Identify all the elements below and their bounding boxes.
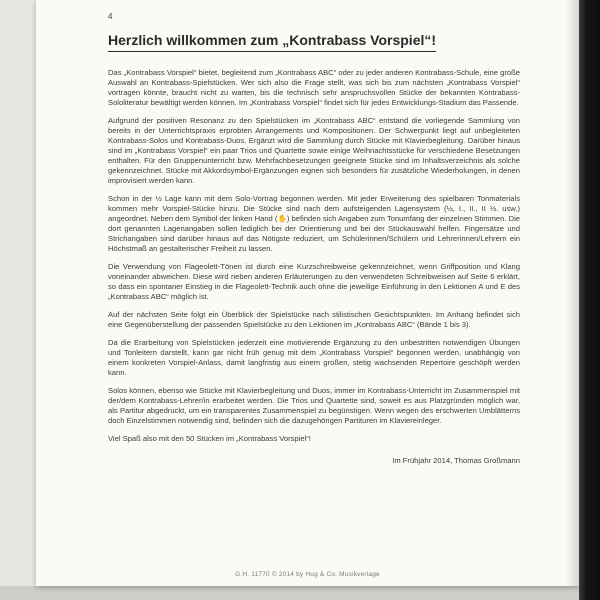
- document-page: [36, 0, 579, 586]
- paragraph: Schon in der ½ Lage kann mit dem Solo-Vortrag begonnen werden. Mit jeder Erweiterung des spielbaren Tonmaterials kommen mehr Vorspiel-Stücke hinzu. Die Stücke sind nach dem aufsteigenden Lagensystem (½, I., II., II ½. usw.) angeordnet. Neben dem Symbol der linken Hand (✋) befinden sich Angaben zum Tonumfang der einzelnen Stimmen. Die dort genannten Lagenangaben sollen lediglich bei der Orientierung und bei der Stückauswahl helfen. Fingersätze und Strichangaben sind darüber hinaus auf das Nötigste reduziert, um Schülerinnen/Schülern und Lehrerinnen/Lehrern ein Höchstmaß an gestalterischer Freiheit zu lassen.: [108, 194, 520, 253]
- page-number: 4: [108, 12, 113, 21]
- paragraph: Viel Spaß also mit den 50 Stücken im „Kontrabass Vorspiel“!: [108, 434, 311, 443]
- paragraph: Auf der nächsten Seite folgt ein Überblick der Spielstücke nach stilistischen Gesichtspunkten. Im Anhang befindet sich eine Gegenüberstellung der passenden Spielstücke zu den Lektionen im „Kontrabass ABC“ (Bände 1 bis 3).: [108, 310, 520, 329]
- page-content: [108, 32, 520, 466]
- paragraph: Aufgrund der positiven Resonanz zu den Spielstücken im „Kontrabass ABC“ entstand die vorliegende Sammlung von bereits in der Unterrichtspraxis erprobten Arrangements und Kompositionen. Der Schwerpunkt liegt auf unbegleiteten Kontrabass-Solos und Kontrabass-Duos. Ergänzt wird die Sammlung durch Stücke mit Klavierbegleitung. Darüber hinaus sind im „Kontrabass Vorspiel“ ein paar Trios und Quartette sowie einige Weihnachtsstücke für verschiedene Besetzungen enthalten. Für den Gruppenunterricht bzw. Mehrfachbesetzungen geeignete Stücke sind im Inhaltsverzeichnis als solche gekennzeichnet. Stücke mit Akkordsymbol-Ergänzungen eignen sich besonders für zusätzliche Wiederholungen, in denen improvisiert werden kann.: [108, 116, 520, 185]
- publisher-footer: G.H. 11770 © 2014 by Hug & Co. Musikverlage: [235, 571, 380, 578]
- paragraph: Da die Erarbeitung von Spielstücken jederzeit eine motivierende Ergänzung zu den unbestritten notwendigen Übungen und Tonleitern darstellt, kann gar nicht früh genug mit dem „Kontrabass Vorspiel“ begonnen werden, unabhängig von einem konkreten Vorspiel-Anlass, damit langfristig aus einem großen, stetig wachsenden Repertoire geschöpft werden kann.: [108, 338, 520, 377]
- paragraph: Solos können, ebenso wie Stücke mit Klavierbegleitung und Duos, immer im Kontrabass-Unterricht im Zusammenspiel mit der/dem Kontrabass-Lehrer/in erarbeitet werden. Die Trios und Quartette sind, soweit es aus Platzgründen möglich war, als Partitur abgedruckt, um ein transparentes Zusammenspiel zu begünstigen. Wenn wegen des erschwerten Umblätterns doch Einzelstimmen notwendig sind, befinden sich die dazugehörigen Partituren im Klaviereinleger.: [108, 386, 520, 425]
- page-title-text: Herzlich willkommen zum „Kontrabass Vorspiel“!: [108, 32, 436, 52]
- signature-line: Im Frühjahr 2014, Thomas Großmann: [392, 456, 520, 465]
- paragraph: Die Verwendung von Flageolett-Tönen ist durch eine Kurzschreibweise gekennzeichnet, wenn Griffposition und Klang voneinander abweichen. Diese wird neben anderen Erläuterungen zu den verwendeten Schreibweisen auf Seite 6 erklärt, so dass ein spontaner Einstieg in die Flageolett-Technik auch ohne die jeweilige Einführung in den Lektionen A und E des „Kontrabass ABC“ möglich ist.: [108, 262, 520, 301]
- body-text: [108, 68, 520, 444]
- photo-bottom-margin: [0, 586, 579, 600]
- photo-edge-strip: [579, 0, 600, 600]
- paragraph: Das „Kontrabass Vorspiel“ bietet, begleitend zum „Kontrabass ABC“ oder zu jeder anderen Kontrabass-Schule, eine große Auswahl an Kontrabass-Spielstücken. Wer sich also die Frage stellt, was sich bis zum nächsten „Kontrabass Vorspiel“ vortragen könnte, braucht nicht zu warten, bis die technisch sehr anspruchsvollen Stücke der bekannten Kontrabass-Sololiteratur bewältigt werden können. Im „Kontrabass Vorspiel“ findet sich für jedes Entwicklungs-Stadium das Passende.: [108, 68, 520, 107]
- page-title: [108, 32, 520, 52]
